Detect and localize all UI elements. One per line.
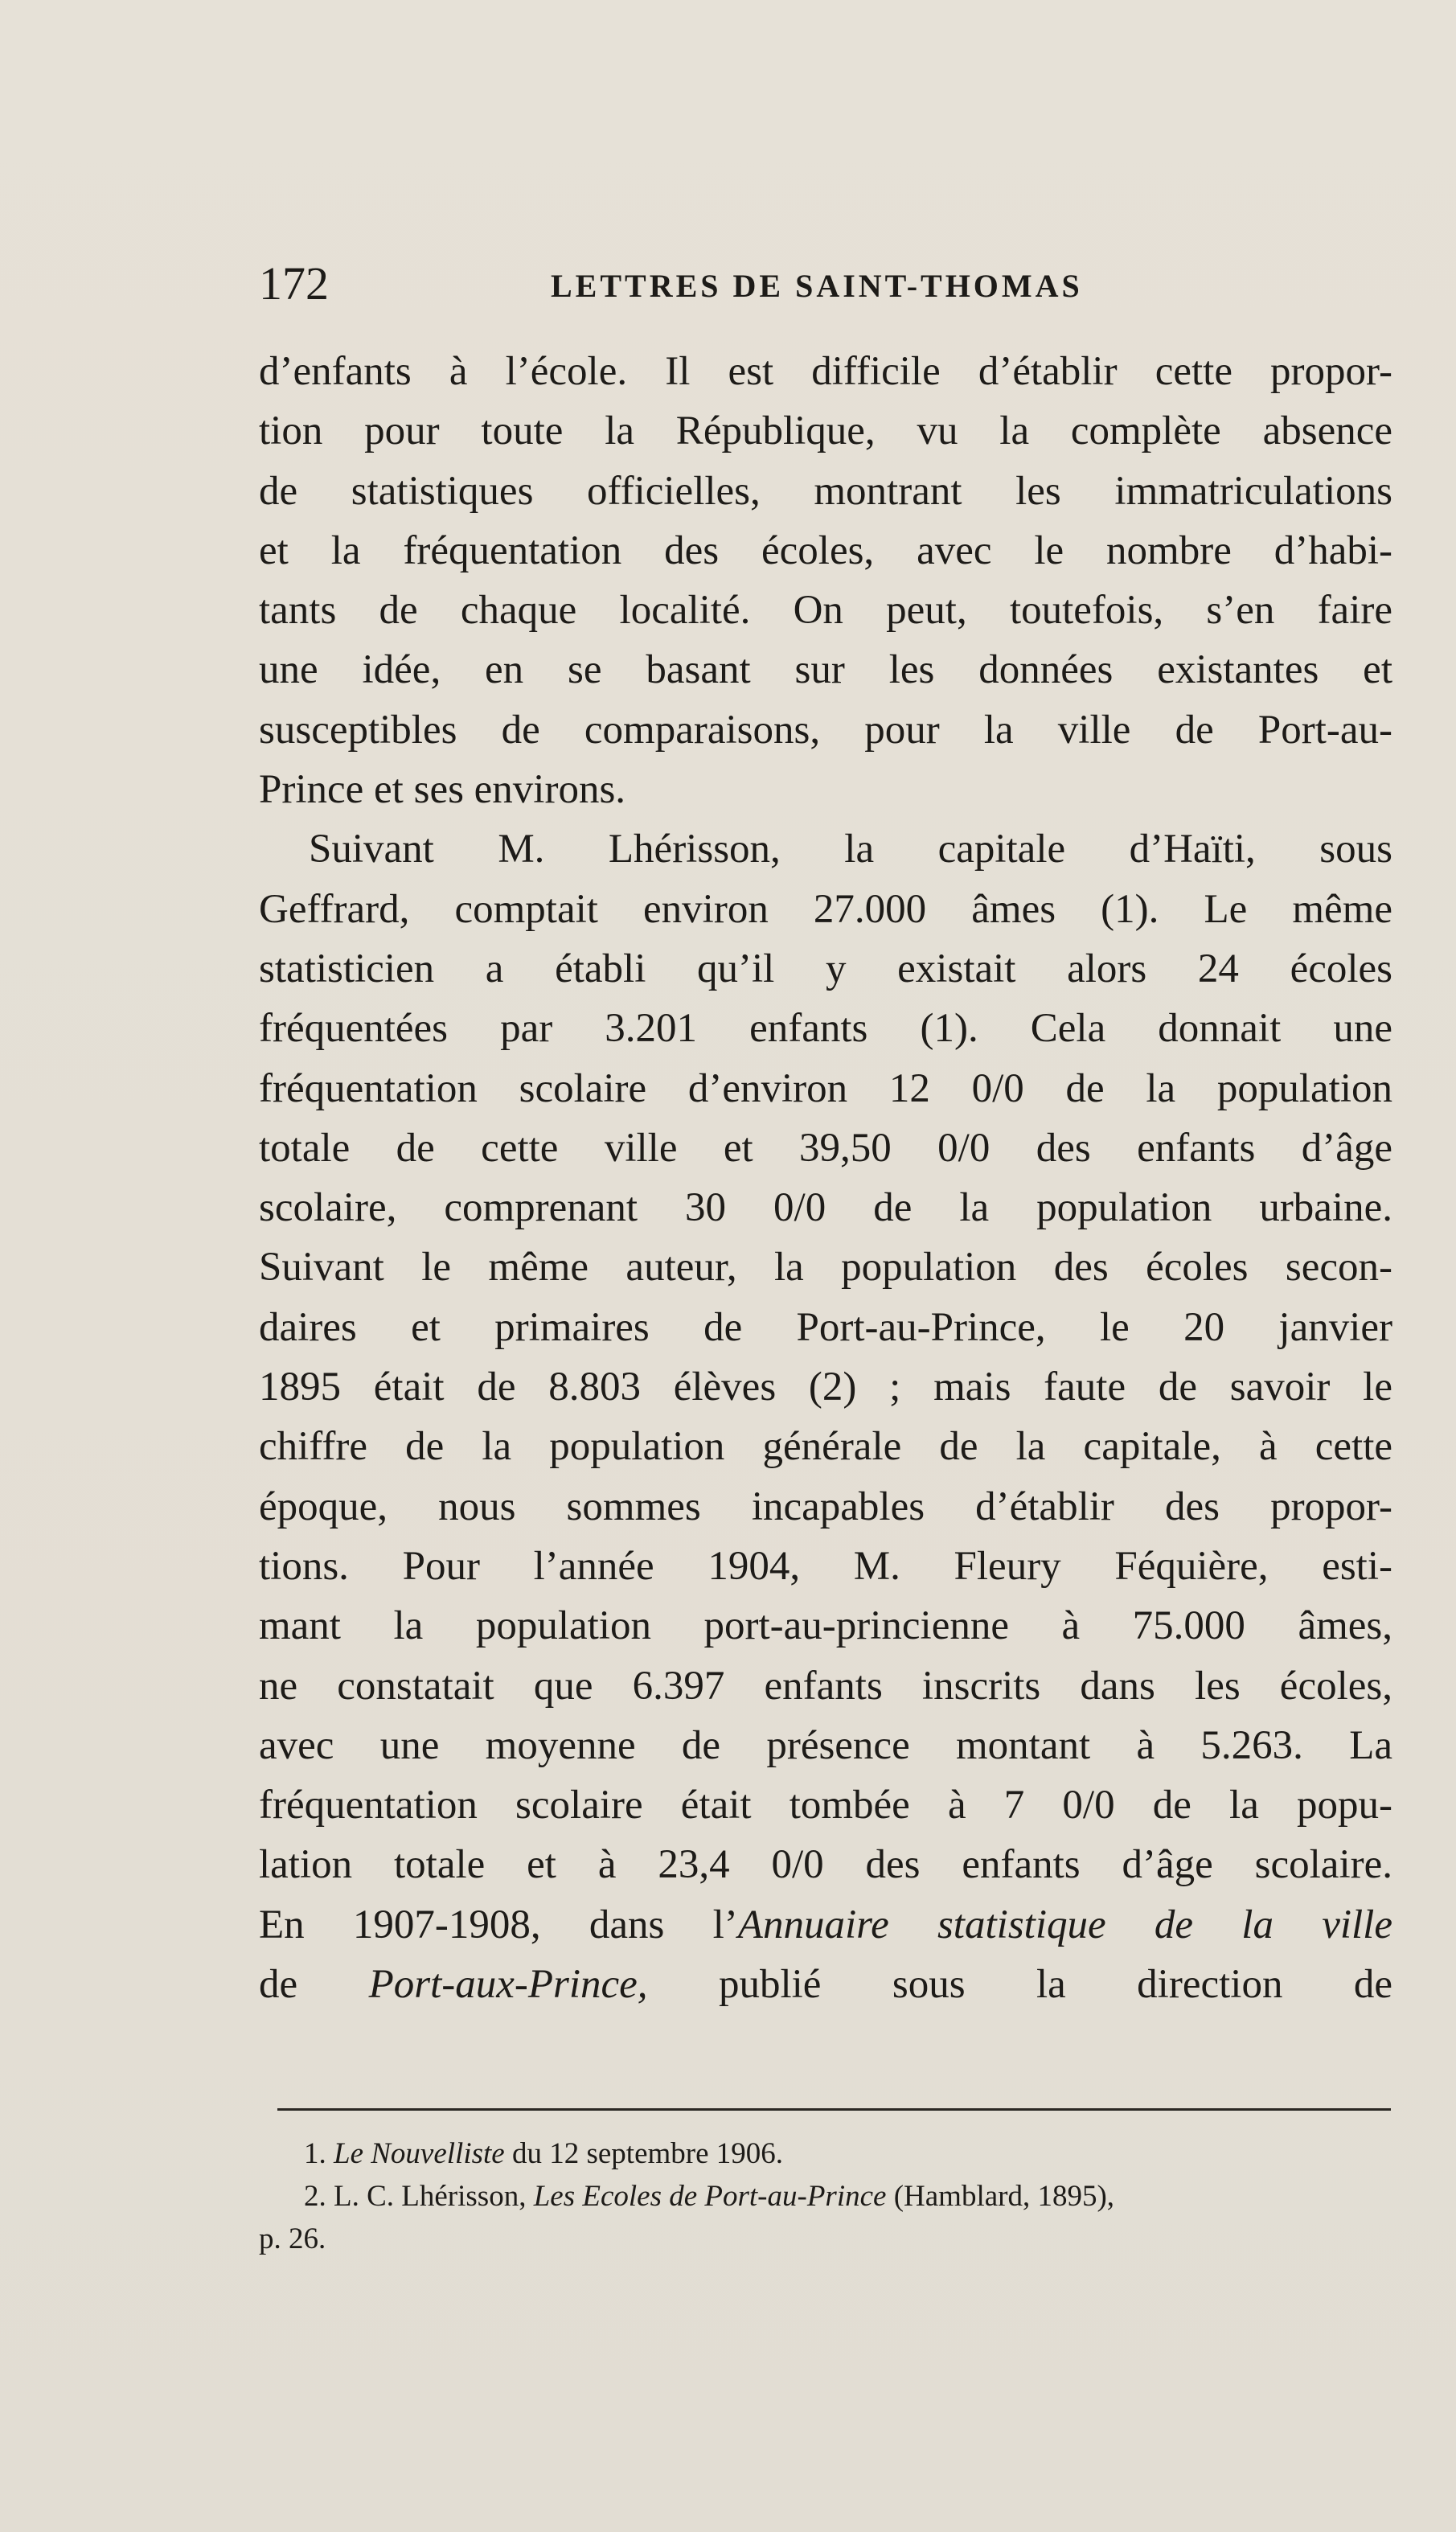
text-line: 1895 était de 8.803 élèves (2) ; mais faute de savoir le xyxy=(259,1364,1392,1410)
text-line: Geffrard, comptait environ 27.000 âmes (1). Le même xyxy=(259,886,1392,932)
body-text xyxy=(259,342,1392,2014)
text-line-annuaire xyxy=(259,1895,1392,1955)
footnote-number: 1. xyxy=(304,2137,326,2170)
text-line: tion pour toute la République, vu la complète absence xyxy=(259,408,1392,454)
text-line: statisticien a établi qu’il y existait alors 24 écoles xyxy=(259,946,1392,991)
text-line: fréquentées par 3.201 enfants (1). Cela donnait une xyxy=(259,1006,1392,1052)
text-line: totale de cette ville et 39,50 0/0 des enfants d’âge xyxy=(259,1125,1392,1171)
footnotes xyxy=(259,2132,1392,2260)
text-line: daires et primaires de Port-au-Prince, le 20 janvier xyxy=(259,1304,1392,1350)
text-line: Suivant M. Lhérisson, la capitale d’Haïti, sous xyxy=(309,827,1392,872)
text-line: avec une moyenne de présence montant à 5.263. La xyxy=(259,1722,1392,1768)
text-line: une idée, en se basant sur les données existantes et xyxy=(259,647,1392,693)
footnote-number: 2. xyxy=(304,2180,326,2213)
page-header xyxy=(259,256,1392,312)
footnote-text: du 12 septembre 1906. xyxy=(511,2137,784,2170)
footnote-2-continued: p. 26. xyxy=(259,2222,326,2255)
text-line: fréquentation scolaire était tombée à 7 0/0 de la popu- xyxy=(259,1783,1392,1828)
text-fragment: publié sous la direction de xyxy=(718,1962,1392,2008)
footnote-text: (Hamblard, 1895), xyxy=(893,2180,1115,2213)
running-title: LETTRES DE SAINT-THOMAS xyxy=(551,268,1083,304)
text-line: susceptibles de comparaisons, pour la ville de Port-au- xyxy=(259,707,1392,753)
italic-title: Port-aux-Prince, xyxy=(368,1962,648,2008)
text-line: ne constatait que 6.397 enfants inscrits dans les écoles, xyxy=(259,1663,1392,1709)
text-fragment: En 1907-1908, dans l’ xyxy=(259,1902,738,1947)
text-line: d’enfants à l’école. Il est difficile d’établir cette propor- xyxy=(259,349,1392,394)
footnote-title: Le Nouvelliste xyxy=(334,2137,505,2170)
text-line: Suivant le même auteur, la population des écoles secon- xyxy=(259,1245,1392,1291)
text-line: et la fréquentation des écoles, avec le nombre d’habi- xyxy=(259,527,1392,573)
text-line: Prince et ses environs. xyxy=(259,767,626,813)
footnote-author: L. C. Lhérisson, xyxy=(334,2180,527,2213)
footnote-rule xyxy=(277,2108,1391,2111)
text-line: mant la population port-au-princienne à 75.000 âmes, xyxy=(259,1603,1392,1649)
text-line: tions. Pour l’année 1904, M. Fleury Féquière, esti- xyxy=(259,1543,1392,1589)
text-fragment: de xyxy=(259,1962,298,2008)
text-line: chiffre de la population générale de la capitale, à cette xyxy=(259,1424,1392,1470)
text-line: époque, nous sommes incapables d’établir des propor- xyxy=(259,1483,1392,1529)
text-line: tants de chaque localité. On peut, toutefois, s’en faire xyxy=(259,588,1392,634)
footnote-1 xyxy=(259,2132,1392,2175)
footnote-title: Les Ecoles de Port-au-Prince xyxy=(533,2180,887,2213)
text-line: lation totale et à 23,4 0/0 des enfants d’âge scolaire. xyxy=(259,1842,1392,1888)
footnote-2 xyxy=(259,2175,1392,2218)
italic-title: Annuaire statistique de la ville xyxy=(737,1902,1392,1947)
text-line: de statistiques officielles, montrant les immatriculations xyxy=(259,468,1392,514)
text-line: fréquentation scolaire d’environ 12 0/0 de la population xyxy=(259,1065,1392,1111)
page-number: 172 xyxy=(259,257,329,310)
text-line: scolaire, comprenant 30 0/0 de la population urbaine. xyxy=(259,1185,1392,1231)
text-line-port-aux-prince xyxy=(259,1955,1392,2014)
